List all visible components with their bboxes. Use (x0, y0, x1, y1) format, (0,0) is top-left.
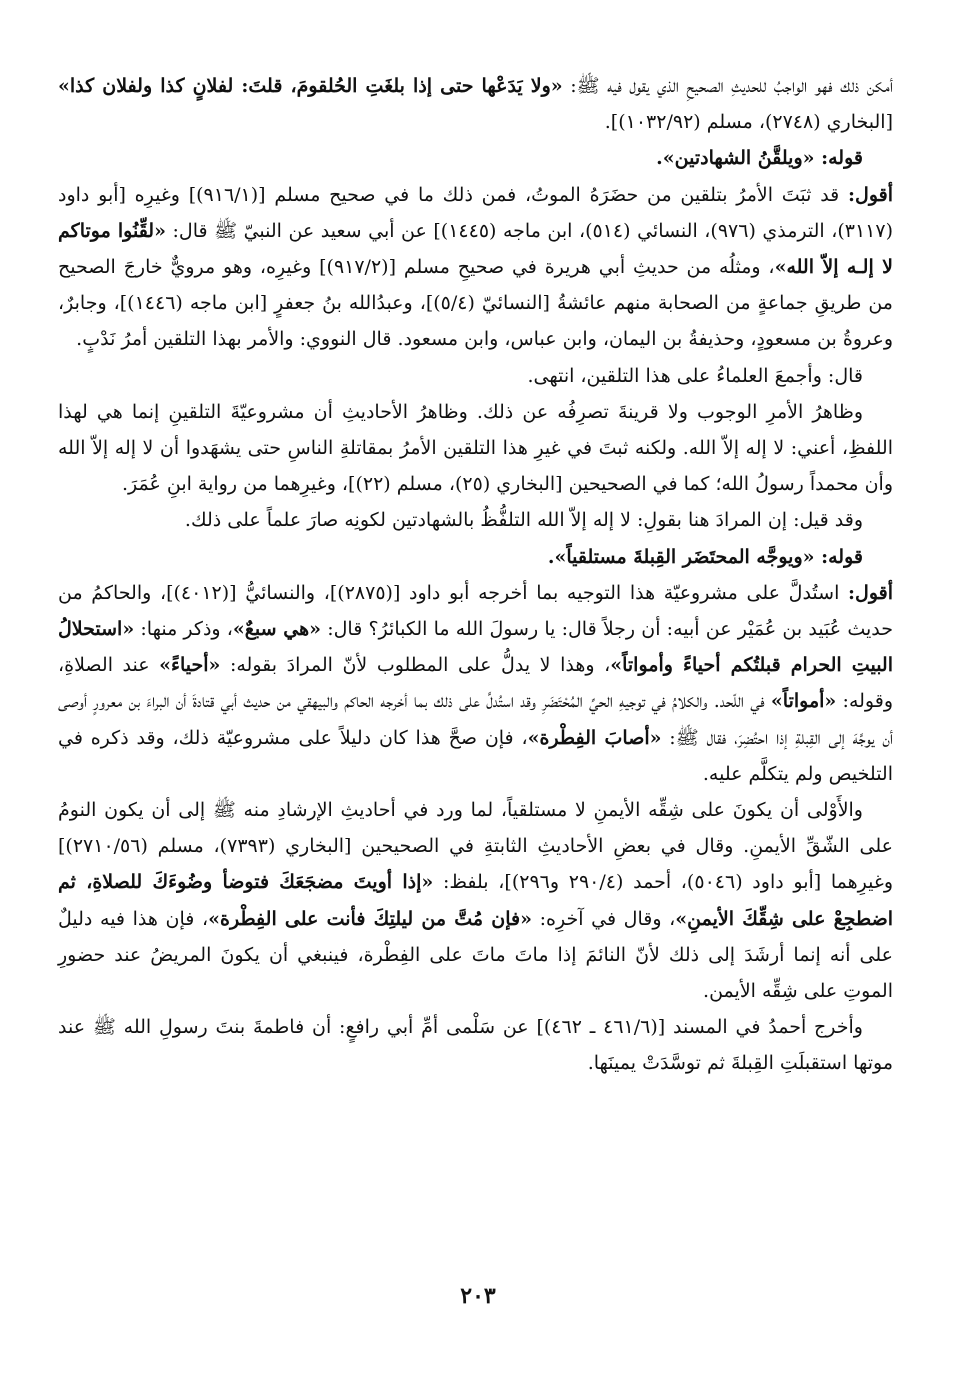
bold-text: «ولا يَدَعْها حتى إذا بلغَتِ الحُلقومَ، قلتَ: لفلانٍ كذا ولفلان كذا» (58, 75, 563, 97)
text-segment: [البخاري (٢٧٤٨)، مسلم (١٠٣٢/٩٢)]. (604, 111, 893, 134)
page-number: ٢٠٣ (460, 1283, 496, 1309)
paragraph-p6 (58, 502, 893, 538)
text-segment: والأَوْلى أن يكونَ على شِقِّه الأيمنِ لا مستلقياً، لما ورد في أحاديثِ الإرشادِ منه ﷺ إلى أن يكون النومُ على الشّقِّ الأيمنِ. وقال في بعضِ الأحاديثِ الثابتةِ في الصحيحين [البخاري (٧٣٩٣)، مسلم (٢٧١٠/٥٦)] وغيرِهما [أبو داود (٥٠٤٦)، أحمد (٢٩٠/٤ و٢٩٦)]، بلفظ: (58, 799, 894, 894)
bold-text: أقول: (848, 183, 893, 206)
text-segment: عند الصلاةِ، وقوله: (58, 654, 893, 713)
paragraph-p2 (58, 140, 863, 176)
paragraph-p4 (58, 358, 893, 394)
bold-text: «إذا أويتَ مضجَعَكَ فتوضأ وضُوءَكَ للصلاةِ، ثم اضطجِعْ على شِقِّكَ الأيمنِ» (58, 871, 894, 930)
bold-text: «أمواتاً» (770, 690, 837, 713)
text-segment: ، وهذا لا يدلُّ على المطلوب لأنّ المرادَ بقوله: (220, 654, 611, 677)
text-segment: وظاهرُ الأمرِ الوجوب ولا قرينةَ تصرِفُه عن ذلك. وظاهرُ الأحاديثِ أن مشروعيّةَ التلقينِ إنما هي لهذا اللفظِ، أعني: لا إله إلاّ الله. ولكنه ثبتَ في غيرِ هذا التلقين الأمرُ بمقاتلةِ الناسِ حتى يشهَدوا أن لا إله إلاّ الله وأن محمداً رسولُ الله؛ كما في الصحيحين [البخاري (٢٥)، مسلم (٢٢)]، وغيرِهما من رواية ابنِ عُمَرَ. (58, 400, 893, 496)
text-segment: ، ومثلُه من حديثِ أبي هريرة في صحيحِ مسلم [(٩١٧/٢)] وغيرِه، وهو مرويٌّ خارجَ الصحيح من طريقِ جماعةٍ من الصحابة منهم عائشةُ [النسائيّ (٥/٤)]، وعبدُالله بنُ جعفرٍ [ابن ماجه (١٤٤٦)]، وجابرٌ، وعروةُ بن مسعودٍ، وحذيفةُ بن اليمان، وابن عباس، وابن مسعود. قال النووي: والأمر بهذا التلقين أمرُ نَدْبٍ. (58, 256, 893, 351)
paragraph-p8 (58, 575, 893, 792)
text-segment: قد ثبَتَ الأمرُ بتلقين من حضَرَهُ الموتُ، فمن ذلك ما في صحيح مسلم [(٩١٦/١)] وغيرِه [أبو داود (٣١١٧)، الترمذي (٩٧٦)، النسائي (٥١٤)، ابن ماجه (١٤٤٥)] عن أبي سعيد عن النبيّ ﷺ قال: (58, 183, 894, 242)
bold-text: «فإن مُتَّ من ليلتِكَ فأنت على الفِطْرة» (208, 907, 532, 930)
bold-text: قوله: «ويوجَّه المحتَضَر القِبلةَ مستلقياً». (547, 545, 863, 568)
text-segment: ، فإن هذا فيه دليلٌ على أنه إنما أرشَدَ إلى ذلك لأنّ النائمَ إذا ماتَ ماتَ على الفِطْرة، فينبغي أن يكونَ المريضُ عند حضورِ الموتِ على شِقِّه الأيمن. (58, 907, 893, 1003)
bold-text: «أحياءً» (159, 654, 221, 677)
text-segment: ، وذكر منها: (134, 618, 233, 641)
paragraph-p3 (58, 177, 893, 358)
text-segment: وأخرج أحمدُ في المسند [(٤٦١/٦ ـ ٤٦٢)] عن سَلْمى أمِّ أبي رافعٍ: أن فاطمةَ بنتَ رسولِ الله ﷺ عند موتها استقبلَتِ القِبلةَ ثم توسَّدَتْ يمينَها. (58, 1016, 893, 1075)
bold-text: «أصابَ الفِطْرة» (527, 726, 662, 749)
bold-text: قوله: «ويلقَّنُ الشهادتين». (656, 147, 863, 170)
text-segment: في اللّحد. والكلامُ في توجيهِ الحيِّ المُحْتَضَرِ وقد استُدلَّ على ذلك بما أخرجه الحاكم والبيهقي من حديث أبي قتادةَ أن البراءَ بن معرورٍ أوصى أن يوجَّهَ إلى القِبلةِ إذا احتُضِرَ، فقال ﷺ: (58, 690, 893, 749)
text-segment: قال: وأجمعَ العلماءُ على هذا التلقين، انتهى. (527, 364, 863, 387)
text-segment: ، فإن صحَّ هذا كان دليلاً على مشروعيّة ذلك، وقد ذكره في التلخيص ولم يتكلَّم عليه. (58, 726, 893, 785)
paragraph-p10 (58, 1009, 893, 1081)
text-segment: وقد قيل: إن المرادَ هنا بقولِ: لا إله إلاّ الله التلفُّظُ بالشهادتين لكونِه صارَ علماً على ذلك. (184, 509, 863, 532)
paragraph-p9 (58, 792, 893, 1009)
paragraph-p1 (58, 68, 893, 140)
bold-text: أقول: (848, 581, 894, 604)
bold-text: «استحلالُ البيتِ الحرام قبلتُكم أحياءً وأمواتاً» (58, 618, 893, 677)
text-segment: أمكن ذلك فهو الواجبُ للحديثِ الصحيحِ الذي يقول فيه ﷺ: (562, 75, 893, 97)
text-segment: استُدلَّ على مشروعيّة هذا التوجيه بما أخرجه أبو داود [(٢٨٧٥)]، والنسائيُّ [(٤٠١٢)]، والحاكمُ من حديث عُبَيد بن عُمَيْر عن أبيه: أن رجلاً قال: يا رسولَ الله ما الكبائرُ؟ قال: (58, 581, 893, 641)
page-body (58, 68, 893, 1318)
paragraph-p7 (58, 539, 863, 575)
bold-text: «هي سبعٌ» (232, 618, 322, 641)
text-segment: ، وقال في آخرِه: (531, 907, 676, 930)
bold-text: «لقِّنُوا موتاكم لا إلـه إلاّ الله» (58, 219, 893, 279)
paragraph-p5 (58, 394, 893, 503)
